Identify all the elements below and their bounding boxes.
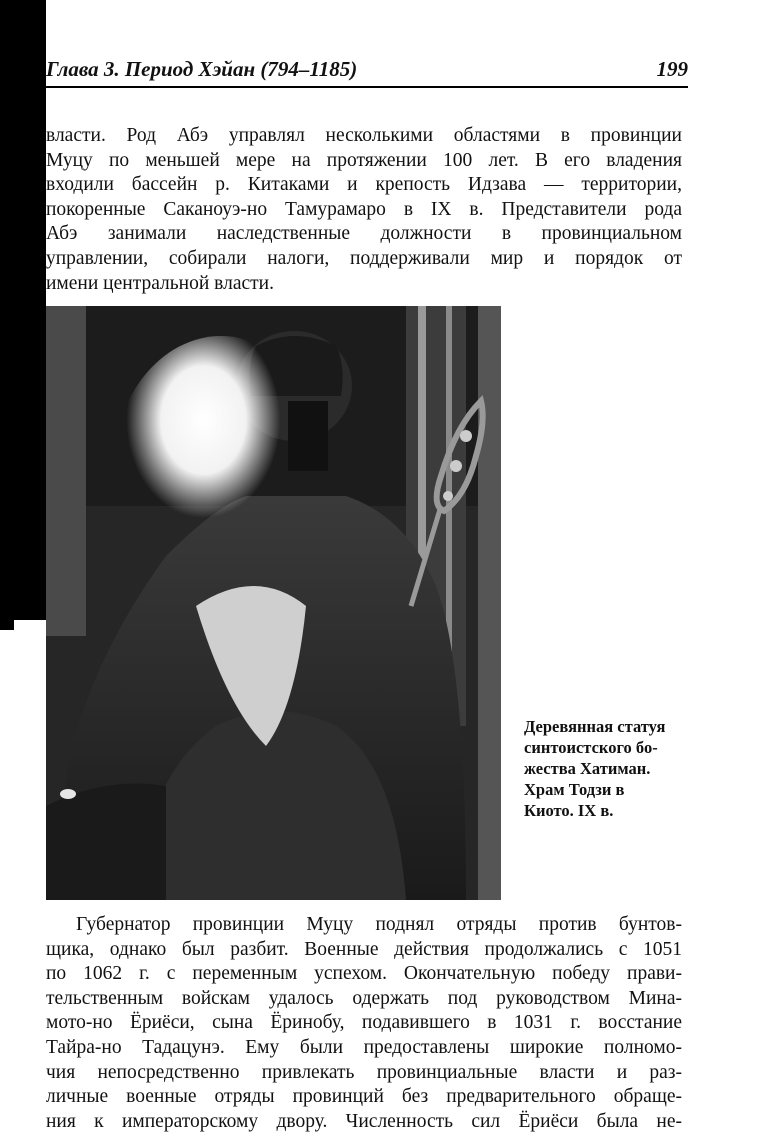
text-line: Тайра-но Тадацунэ. Ему были предоставлены широкие полномо- bbox=[46, 1036, 682, 1058]
caption-line: синтоистского бо- bbox=[524, 738, 658, 757]
text-line: входили бассейн р. Китаками и крепость Идзава — территории, bbox=[46, 174, 682, 196]
text-line: покоренные Саканоуэ-но Тамурамаро в IX в. Представители рода bbox=[46, 198, 682, 220]
text-line: управлении, собирали налоги, поддерживали мир и порядок от bbox=[46, 247, 682, 269]
chapter-title: Глава 3. Период Хэйан (794–1185) bbox=[46, 57, 358, 81]
scan-shadow-edge-tail bbox=[0, 600, 14, 630]
paragraph-top bbox=[46, 124, 682, 296]
statue-photograph bbox=[46, 306, 501, 900]
text-line: щика, однако был разбит. Военные действия продолжались с 1051 bbox=[46, 938, 682, 960]
caption-line: жества Хатиман. bbox=[524, 759, 651, 778]
paragraph-bottom bbox=[46, 913, 682, 1134]
text-line: имени центральной власти. bbox=[46, 272, 274, 294]
text-line: мото-но Ёриёси, сына Ёринобу, подавившего в 1031 г. восстание bbox=[46, 1012, 682, 1034]
text-line: по 1062 г. с переменным успехом. Окончательную победу прави- bbox=[46, 963, 682, 985]
caption-line: Киото. IX в. bbox=[524, 801, 614, 820]
statue-image bbox=[46, 306, 501, 900]
text-line: Губернатор провинции Муцу поднял отряды против бунтов- bbox=[76, 914, 682, 935]
text-line: ния к императорскому двору. Численность сил Ёриёси была не- bbox=[46, 1110, 682, 1132]
text-line: чия непосредственно привлекать провинциальные власти и раз- bbox=[46, 1061, 682, 1083]
text-line: Муцу по меньшей мере на протяжении 100 лет. В его владения bbox=[46, 149, 682, 171]
text-line: тельственным войскам удалось одержать под руководством Мина- bbox=[46, 987, 682, 1009]
figure-caption bbox=[524, 716, 694, 821]
scan-shadow-edge bbox=[0, 0, 46, 620]
text-line: личные военные отряды провинций без предварительного обраще- bbox=[46, 1086, 682, 1108]
running-header bbox=[46, 56, 688, 88]
page-number: 199 bbox=[656, 57, 688, 81]
text-line: Абэ занимали наследственные должности в провинциальном bbox=[46, 223, 682, 245]
caption-line: Храм Тодзи в bbox=[524, 780, 625, 799]
text-line: власти. Род Абэ управлял несколькими областями в провинции bbox=[46, 125, 682, 146]
caption-line: Деревянная статуя bbox=[524, 717, 666, 736]
